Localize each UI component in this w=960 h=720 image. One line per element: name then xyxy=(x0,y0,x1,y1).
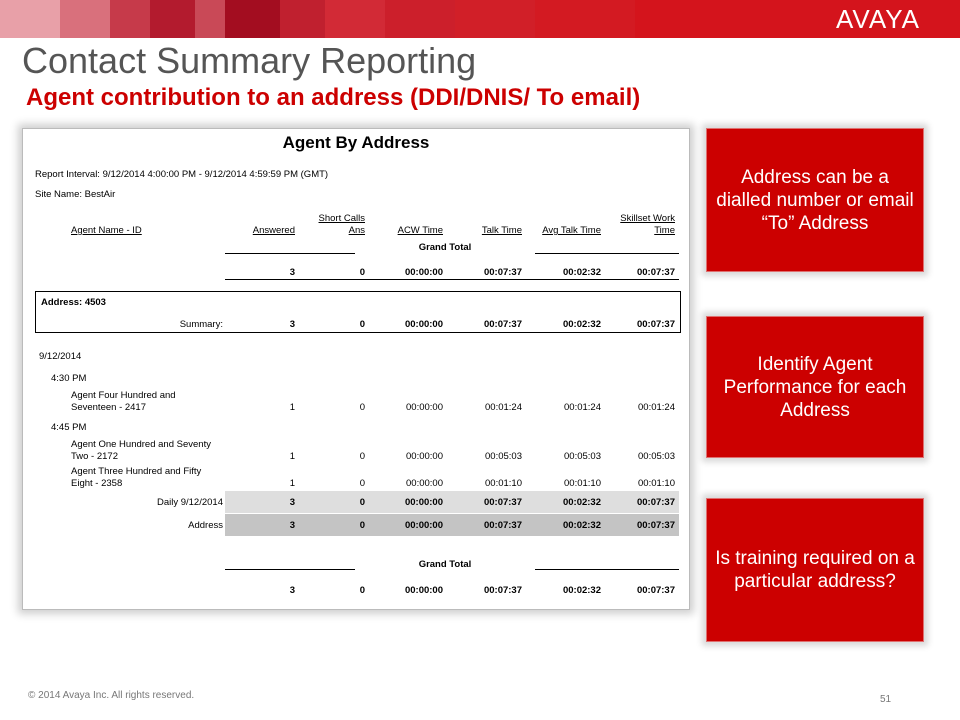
cell: 3 xyxy=(289,520,295,531)
agent-name: Two - 2172 xyxy=(71,451,118,462)
callout-address: Address can be a dialled number or email “To” Address xyxy=(706,128,924,272)
agent-name: Agent Three Hundred and Fifty xyxy=(71,466,202,477)
cell: 00:02:32 xyxy=(562,585,601,596)
cell: 0 xyxy=(359,585,365,596)
cell: 00:07:37 xyxy=(636,497,675,508)
cell: 3 xyxy=(289,497,295,508)
cell: 00:00:00 xyxy=(404,267,443,278)
cell: 00:07:37 xyxy=(483,585,522,596)
grand-total-label: Grand Total xyxy=(418,559,472,570)
cell: 00:07:37 xyxy=(636,319,675,330)
cell: 00:02:32 xyxy=(562,319,601,330)
cell: 0 xyxy=(359,267,365,278)
cell: 0 xyxy=(359,451,365,462)
cell: 00:01:10 xyxy=(638,478,675,489)
agent-name: Eight - 2358 xyxy=(71,478,123,489)
cell: 00:00:00 xyxy=(404,497,443,508)
page-title: Contact Summary Reporting xyxy=(22,40,477,81)
cell: 1 xyxy=(289,478,295,489)
cell: 3 xyxy=(289,585,295,596)
cell: 0 xyxy=(359,478,365,489)
col-acw: ACW Time xyxy=(397,225,443,236)
cell: 00:01:24 xyxy=(638,402,675,413)
cell: 00:07:37 xyxy=(483,267,522,278)
daily-label: Daily 9/12/2014 xyxy=(156,497,223,508)
col-talk: Talk Time xyxy=(481,225,522,236)
time-group: 4:45 PM xyxy=(51,422,87,433)
col-agent: Agent Name - ID xyxy=(71,225,142,236)
cell: 00:02:32 xyxy=(562,520,601,531)
cell: 00:07:37 xyxy=(483,319,522,330)
col-short-2: Ans xyxy=(348,225,365,236)
page-number: 51 xyxy=(880,694,892,705)
cell: 00:00:00 xyxy=(404,520,443,531)
cell: 00:00:00 xyxy=(404,319,443,330)
cell: 00:05:03 xyxy=(485,451,522,462)
cell: 3 xyxy=(289,267,295,278)
address-label: Address: 4503 xyxy=(41,297,106,308)
agent-name: Agent Four Hundred and xyxy=(71,390,176,401)
cell: 0 xyxy=(359,319,365,330)
cell: 00:07:37 xyxy=(636,585,675,596)
cell: 00:02:32 xyxy=(562,497,601,508)
agent-name: Agent One Hundred and Seventy xyxy=(71,439,211,450)
time-group: 4:30 PM xyxy=(51,373,87,384)
copyright-text: © 2014 Avaya Inc. All rights reserved. xyxy=(28,690,195,701)
cell: 00:00:00 xyxy=(406,451,443,462)
report-date: 9/12/2014 xyxy=(39,351,82,362)
cell: 00:07:37 xyxy=(636,520,675,531)
cell: 00:07:37 xyxy=(483,497,522,508)
summary-label: Summary: xyxy=(179,319,223,330)
callout-performance: Identify Agent Performance for each Address xyxy=(706,316,924,458)
header-band xyxy=(0,0,960,38)
agent-name: Seventeen - 2417 xyxy=(71,402,147,413)
report-interval: Report Interval: 9/12/2014 4:00:00 PM - 9/12/2014 4:59:59 PM (GMT) xyxy=(35,169,329,180)
cell: 00:05:03 xyxy=(564,451,601,462)
cell: 00:07:37 xyxy=(636,267,675,278)
cell: 1 xyxy=(289,402,295,413)
cell: 00:01:24 xyxy=(564,402,601,413)
report-title: Agent By Address xyxy=(282,133,430,152)
report-site: Site Name: BestAir xyxy=(35,189,116,200)
col-answered: Answered xyxy=(252,225,295,236)
cell: 0 xyxy=(359,520,365,531)
cell: 0 xyxy=(359,402,365,413)
cell: 00:01:10 xyxy=(485,478,522,489)
cell: 00:01:10 xyxy=(564,478,601,489)
col-skill-1: Skillset Work xyxy=(620,213,675,224)
col-avg: Avg Talk Time xyxy=(542,225,601,236)
cell: 00:07:37 xyxy=(483,520,522,531)
page-subtitle: Agent contribution to an address (DDI/DNIS/ To email) xyxy=(26,84,641,111)
cell: 00:05:03 xyxy=(638,451,675,462)
cell: 1 xyxy=(289,451,295,462)
report-screenshot xyxy=(22,128,690,610)
address-row-label: Address xyxy=(188,520,223,531)
avaya-logo: AVAYA xyxy=(836,4,920,34)
grand-total-label: Grand Total xyxy=(418,242,472,253)
cell: 3 xyxy=(289,319,295,330)
cell: 00:02:32 xyxy=(562,267,601,278)
cell: 00:01:24 xyxy=(485,402,522,413)
cell: 00:00:00 xyxy=(404,585,443,596)
callout-training: Is training required on a particular address? xyxy=(706,498,924,642)
cell: 00:00:00 xyxy=(406,402,443,413)
cell: 00:00:00 xyxy=(406,478,443,489)
col-short-1: Short Calls xyxy=(318,213,365,224)
col-skill-2: Time xyxy=(654,225,675,236)
cell: 0 xyxy=(359,497,365,508)
